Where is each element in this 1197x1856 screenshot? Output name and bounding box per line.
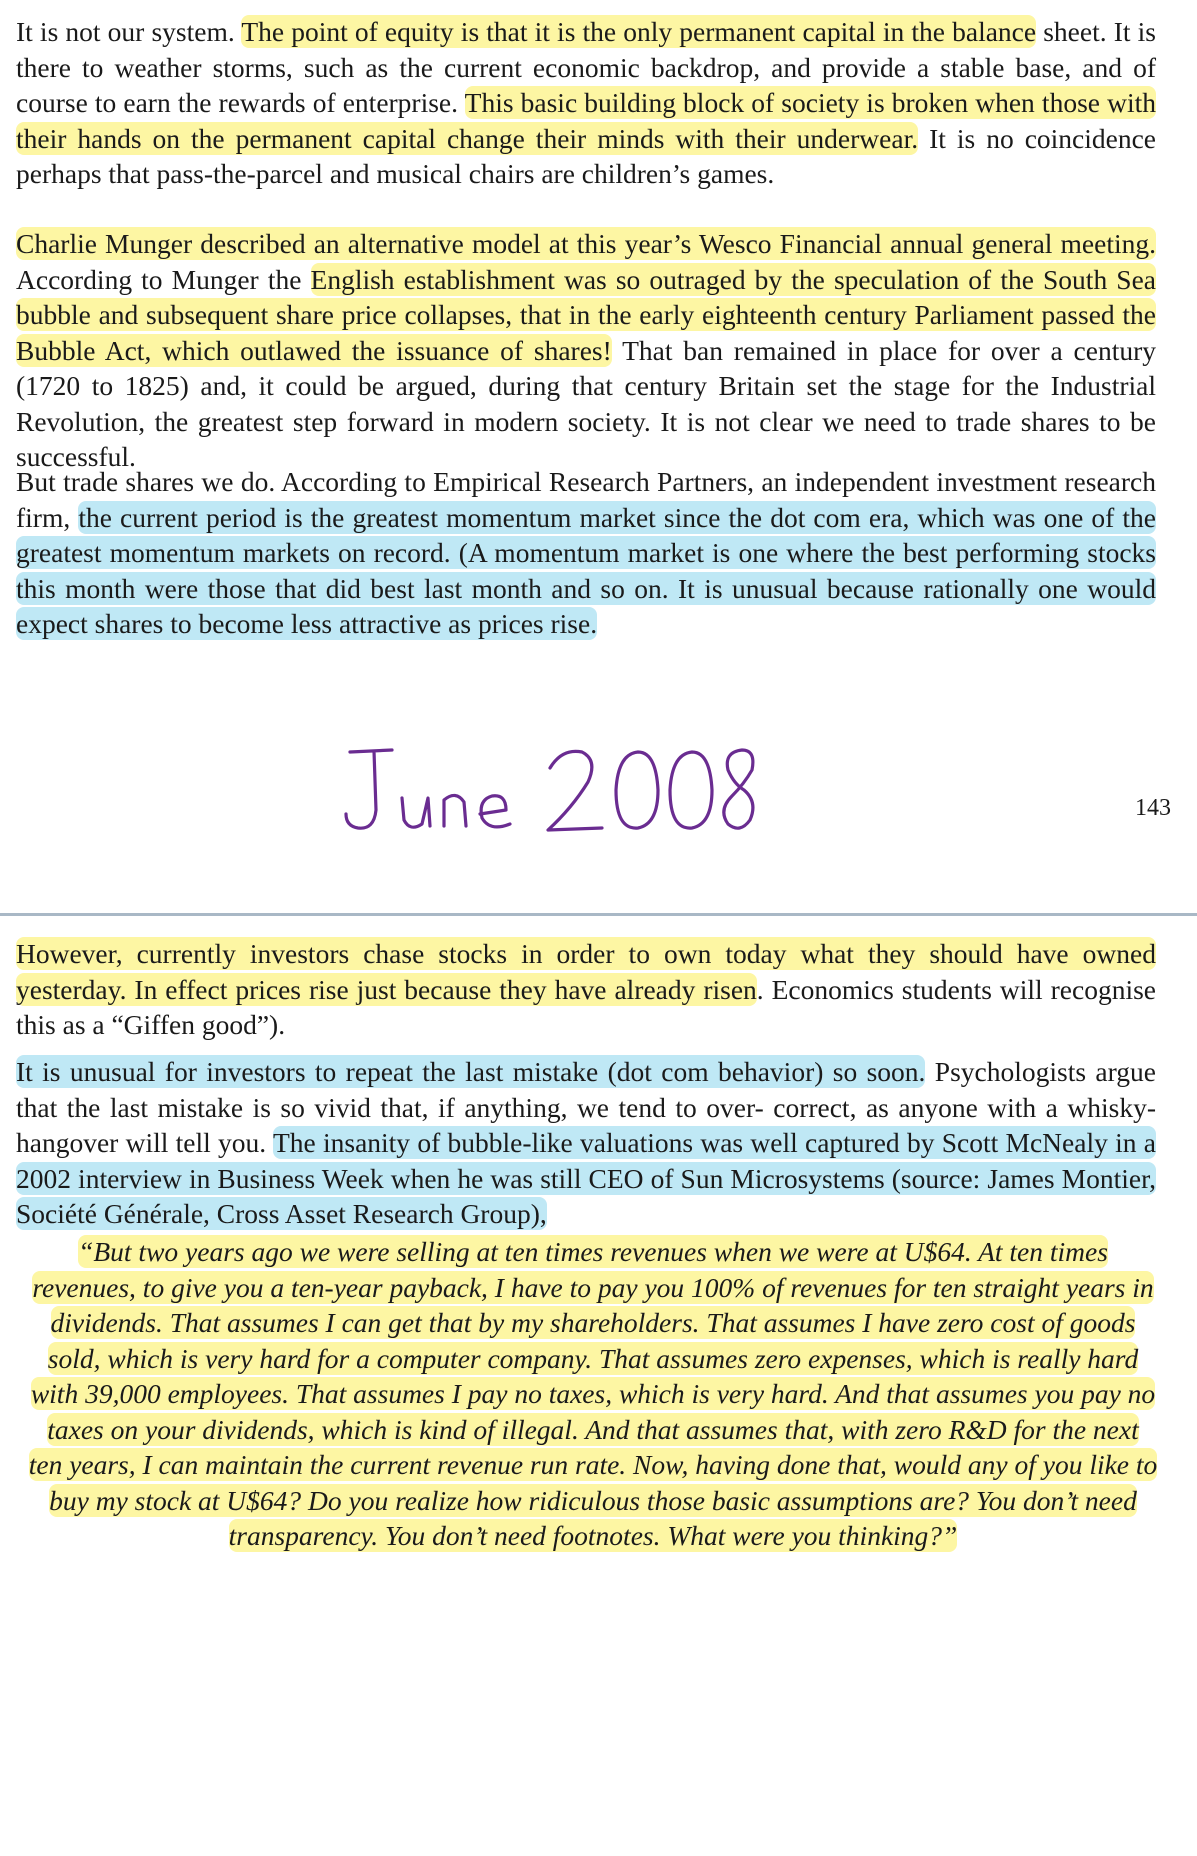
body-text: It is not our system.: [16, 16, 242, 47]
paragraph-momentum: [16, 464, 1156, 642]
body-text: sheet. It is there to weather storms, such as the current economic backdrop, and provide a stable base, and of course to earn the rewards of enterprise.: [16, 16, 1156, 118]
highlighted-text-yellow: Charlie Munger described an alternative model at this year’s Wesco Financial annual general meeting.: [16, 228, 1156, 259]
body-text: That ban remained in place for over a century (1720 to 1825) and, it could be argued, during that century Britain set the stage for the Industrial Revolution, the greatest step forward in modern society. It is not clear we need to trade shares to be successful.: [16, 334, 1156, 472]
paragraph-mistake: [16, 1054, 1156, 1232]
body-text: It is no coincidence perhaps that pass-the-parcel and musical chairs are children’s games.: [16, 122, 1157, 189]
document-page-144: [0, 918, 1197, 1856]
page-divider: [0, 913, 1197, 916]
page-number: 143: [1135, 795, 1171, 821]
highlighted-text-yellow: This basic building block of society is broken when those with their hands on the permanent capital change their minds with their underwear.: [16, 87, 1156, 154]
body-text: According to Munger the: [16, 263, 311, 295]
highlighted-text-blue: the current period is the greatest momentum market since the dot com era, which was one of the greatest momentum markets on record. (A momentum market is one where the best performing stocks this month were those that did best last month and so on. It is unusual because rationally one would expect shares to become less attractive as prices rise.: [16, 501, 1156, 639]
highlighted-text-yellow: English establishment was so outraged by the speculation of the South Sea bubble and subsequent share price collapses, that in the early eighteenth century Parliament passed the Bubble Act, which outlawed the issuance of shares!: [16, 263, 1156, 366]
highlighted-text-blue: It is unusual for investors to repeat the last mistake (dot com behavior) so soon.: [16, 1056, 926, 1087]
paragraph-equity: [16, 14, 1156, 192]
document-page-143: [0, 0, 1197, 915]
handwritten-date-note: [340, 740, 760, 850]
quote-text: “But two years ago we were selling at ten times revenues when we were at U$64. At ten times revenues, to give you a ten-year payback, I have to pay you 100% of revenues for ten straight years in dividends. That assumes I can get that by my shareholders. That assumes I have zero cost of goods sold, which is very hard for a computer company. That assumes zero expenses, which is really hard with 39,000 employees. That assumes I pay no taxes, which is very hard. And that assumes you pay no taxes on your dividends, which is kind of illegal. And that assumes that, with zero R&D for the next ten years, I can maintain the current revenue run rate. Now, having done that, would any of you like to buy my stock at U$64? Do you realize how ridiculous those basic assumptions are? You don’t need transparency. You don’t need footnotes. What were you thinking?”: [28, 1236, 1158, 1551]
paragraph-munger: [16, 226, 1156, 475]
highlighted-text-blue: The insanity of bubble-like valuations was well captured by Scott McNealy in a 2002 interview in Business Week when he was still CEO of Sun Microsystems (source: James Montier, Société Générale, Cross Asset Research Group),: [16, 1127, 1156, 1229]
paragraph-giffen: [16, 936, 1156, 1043]
mcnealy-quote: [28, 1234, 1158, 1554]
body-text: Psychologists argue that the last mistake is so vivid that, if anything, we tend to over- correct, as anyone with a whisky-hangover will tell you.: [16, 1056, 1156, 1158]
body-text: But trade shares we do. According to Empirical Research Partners, an independent investment research firm,: [16, 466, 1156, 533]
body-text: . Economics students will recognise this as a “Giffen good”).: [16, 973, 1156, 1040]
highlighted-text-yellow: The point of equity is that it is the only permanent capital in the balance: [241, 16, 1037, 47]
highlighted-text-yellow: However, currently investors chase stocks in order to own today what they should have owned yesterday. In effect prices rise just because they have already risen: [16, 938, 1156, 1005]
